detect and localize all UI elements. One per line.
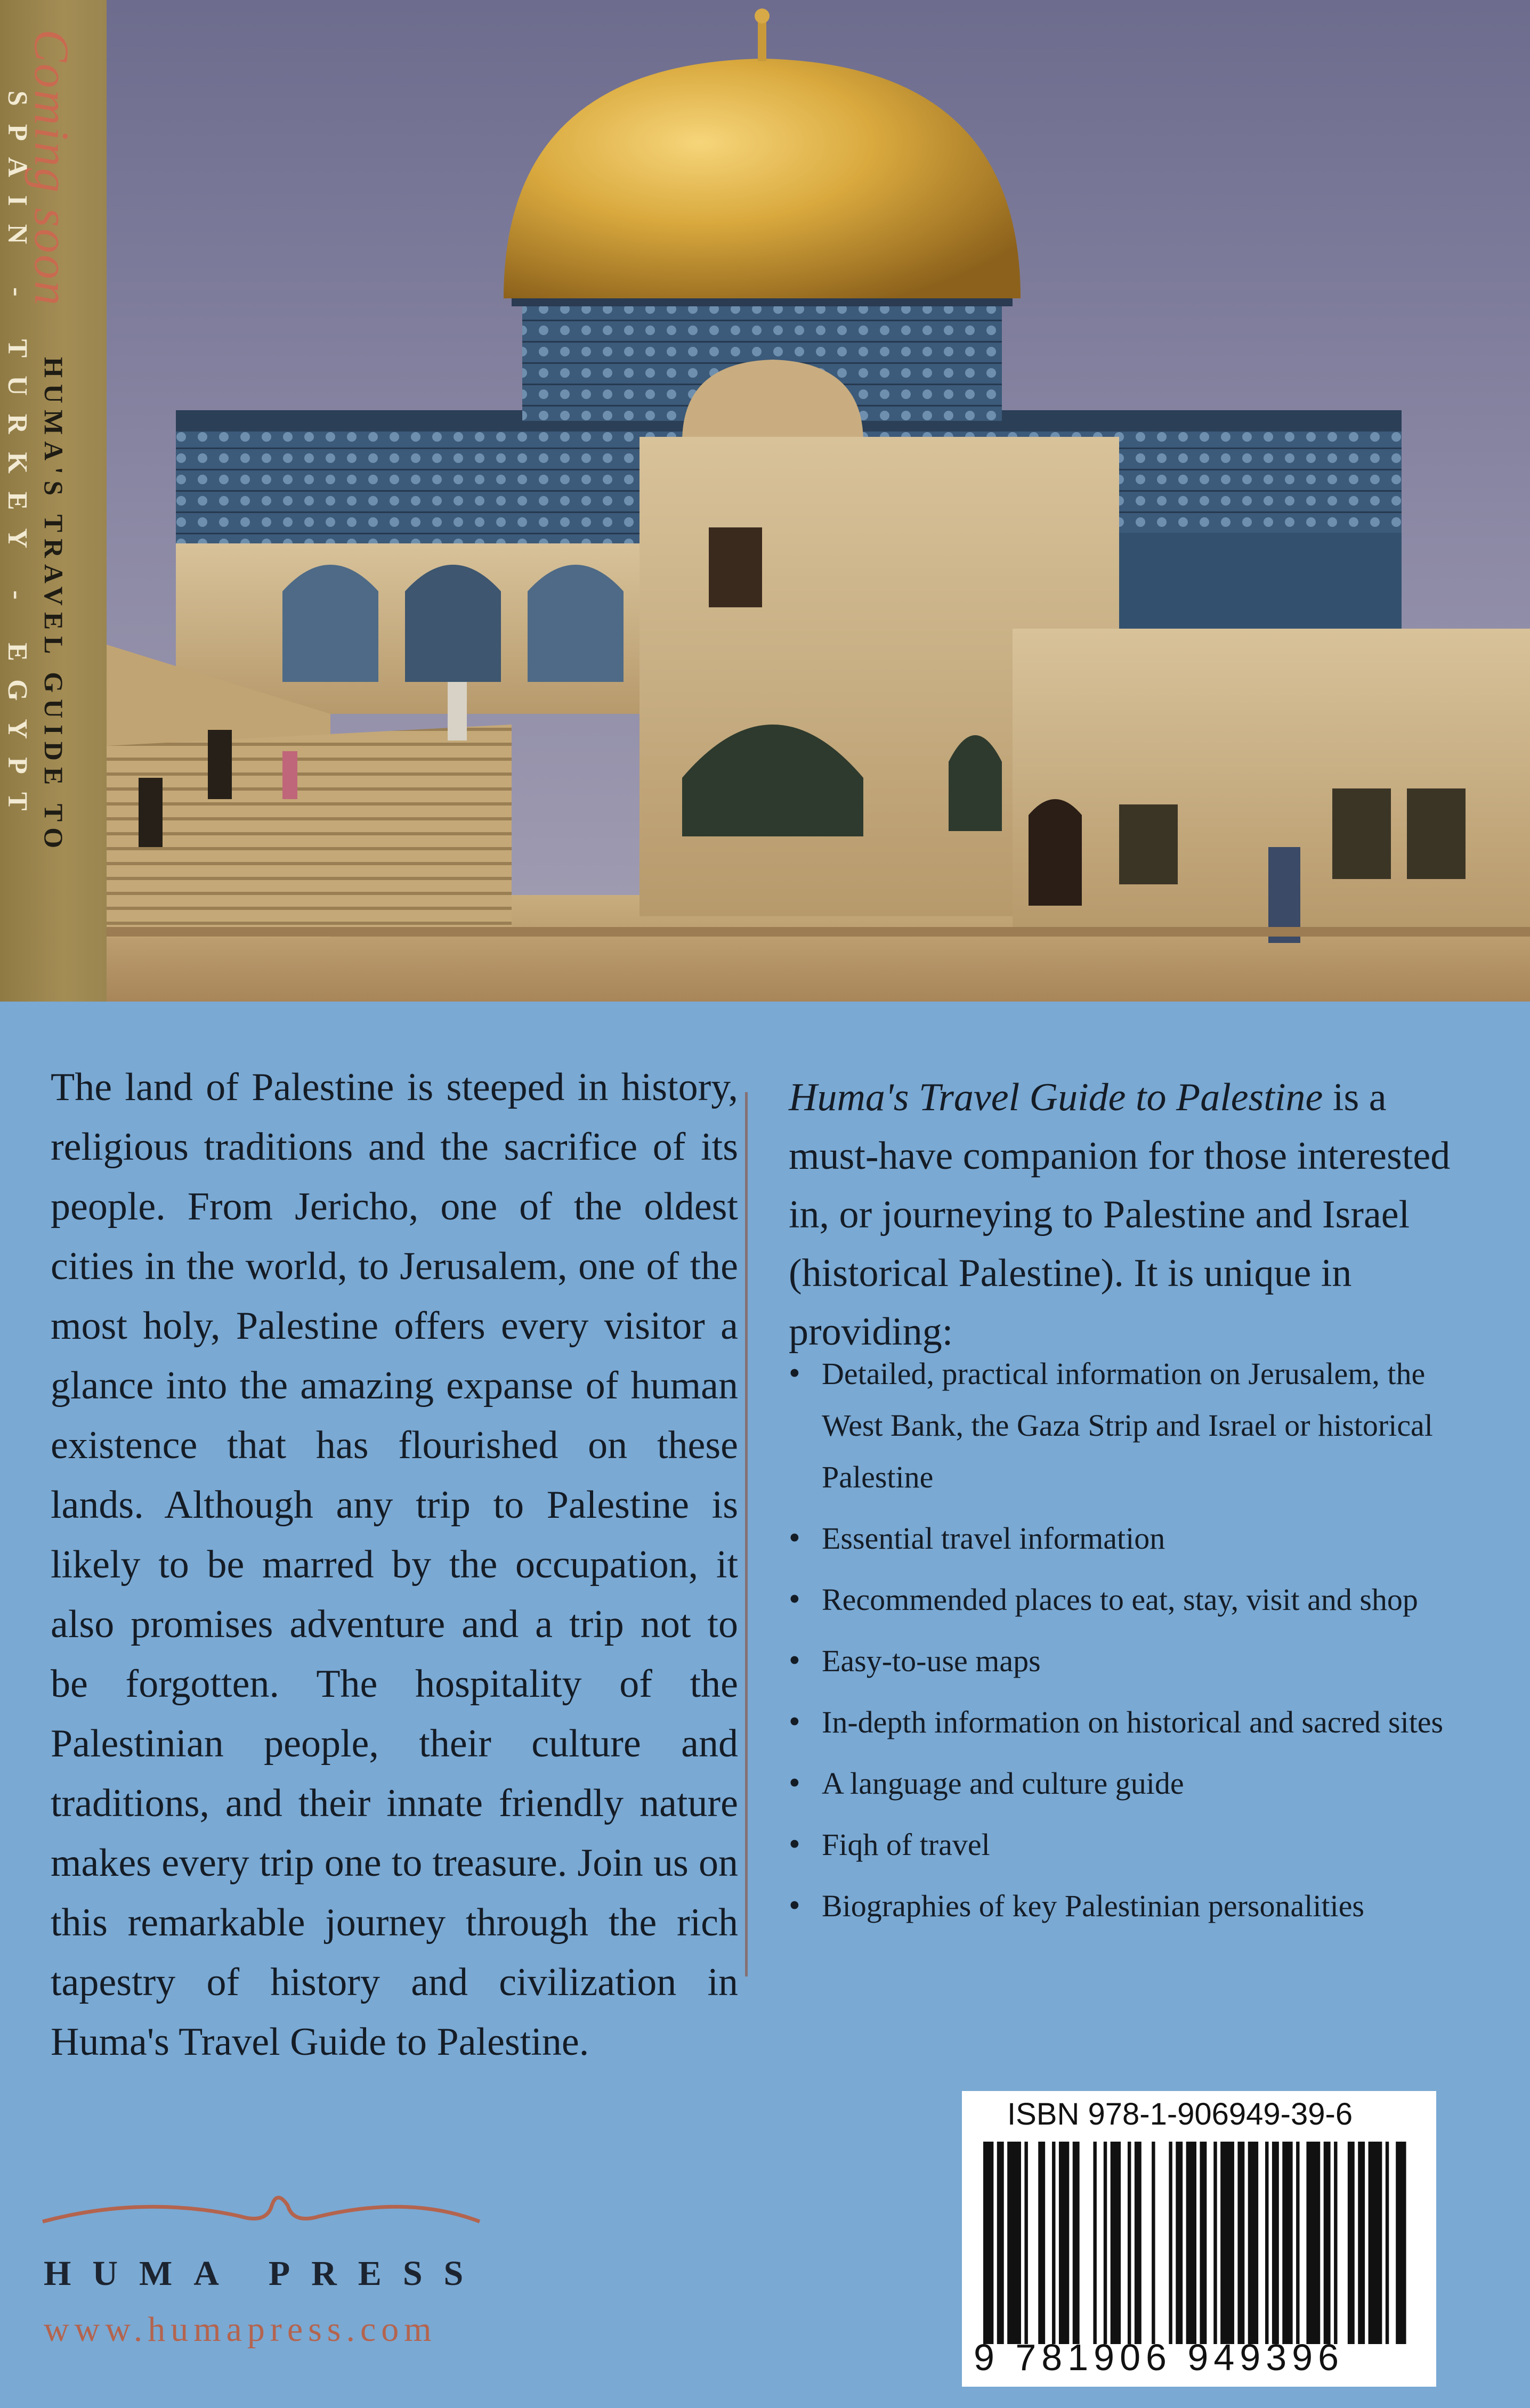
guide-title-italic: Huma's Travel Guide to Palestine: [789, 1076, 1323, 1119]
coming-soon-label: Coming soon: [25, 29, 79, 307]
barcode-bar: [997, 2142, 1004, 2344]
barcode-bar: [1038, 2142, 1045, 2344]
feature-item: • Biographies of key Palestinian personalities: [789, 1880, 1466, 1932]
barcode-bar: [1296, 2142, 1299, 2344]
barcode-bar: [1334, 2142, 1337, 2344]
feature-list: [789, 1348, 1466, 1941]
barcode-bar: [1324, 2142, 1331, 2344]
description-paragraph: The land of Palestine is steeped in history, religious traditions and the sacrifice of its people. From Jericho, one of the oldest cities in the world, to Jerusalem, one of the most holy, Palestine offers every visitor a glance into the amazing expanse of human existence that has flourished on these lands. Although any trip to Palestine is likely to be marred by the occupation, it also promises adventure and a trip not to be forgotten. The hospitality of the Palestinian people, their culture and traditions, and their innate friendly nature makes every trip one to treasure. Join us on this remarkable journey through the rich tapestry of history and civilization in Huma's Travel Guide to Palestine.: [51, 1065, 738, 2064]
guide-intro-text: is a must-have companion for those interested in, or journeying to Palestine and Israel (historical Palestine). It is unique in providing:: [789, 1076, 1451, 1354]
barcode-bar: [1104, 2142, 1107, 2344]
barcode-bar: [1093, 2142, 1096, 2344]
press-ornament-icon: [37, 2184, 485, 2248]
barcode-bar: [1186, 2142, 1196, 2344]
barcode-bar: [1213, 2142, 1217, 2344]
barcode-bar: [1007, 2142, 1021, 2344]
isbn-barcode: [962, 2091, 1436, 2387]
feature-item: • Recommended places to eat, stay, visit and shop: [789, 1574, 1466, 1625]
barcode-bar: [1176, 2142, 1183, 2344]
barcode-bar: [1059, 2142, 1069, 2344]
feature-item: • In-depth information on historical and sacred sites: [789, 1696, 1466, 1748]
barcode-bar: [1073, 2142, 1080, 2344]
series-strip: [0, 0, 107, 1002]
feature-item: • A language and culture guide: [789, 1758, 1466, 1809]
publisher-url[interactable]: www.humapress.com: [44, 2310, 437, 2349]
guide-intro: [789, 1068, 1455, 1361]
barcode-bar: [1265, 2142, 1268, 2344]
barcode-bar: [1052, 2142, 1055, 2344]
barcode-bar: [1369, 2142, 1382, 2344]
publisher-name: HUMA PRESS: [44, 2254, 485, 2293]
cover-photo-band: [0, 0, 1530, 1002]
barcode-bar: [1169, 2142, 1172, 2344]
barcode-digits: 9 781906 949396: [974, 2337, 1344, 2378]
barcode-bar: [1152, 2142, 1155, 2344]
barcode-bar: [1200, 2142, 1207, 2344]
barcode-bar: [1348, 2142, 1355, 2344]
barcode-bar: [1306, 2142, 1320, 2344]
dome-of-the-rock-photo: [107, 0, 1530, 1002]
barcode-bar: [983, 2142, 993, 2344]
series-title: HUMA'S TRAVEL GUIDE TO: [39, 357, 69, 855]
barcode-bar: [1237, 2142, 1244, 2344]
barcode-bar: [1024, 2142, 1027, 2344]
feature-item: • Easy-to-use maps: [789, 1635, 1466, 1687]
feature-item: • Fiqh of travel: [789, 1819, 1466, 1870]
barcode-bar: [1396, 2142, 1406, 2344]
barcode-bar: [1135, 2142, 1142, 2344]
barcode-bar: [1272, 2142, 1279, 2344]
isbn-number: ISBN 978-1-906949-39-6: [1007, 2097, 1353, 2132]
barcode-bar: [1358, 2142, 1365, 2344]
series-countries: SPAIN - TURKEY - EGYPT: [2, 91, 33, 829]
column-divider: [745, 1092, 748, 1976]
barcode-bar: [1386, 2142, 1389, 2344]
barcode-bar: [1282, 2142, 1292, 2344]
barcode-bar: [1128, 2142, 1131, 2344]
barcode-bar: [1248, 2142, 1258, 2344]
barcode-bar: [1111, 2142, 1121, 2344]
feature-item: • Detailed, practical information on Jerusalem, the West Bank, the Gaza Strip and Israel or historical Palestine: [789, 1348, 1466, 1503]
feature-item: • Essential travel information: [789, 1512, 1466, 1564]
barcode-bars: [983, 2142, 1410, 2344]
barcode-bar: [1220, 2142, 1234, 2344]
